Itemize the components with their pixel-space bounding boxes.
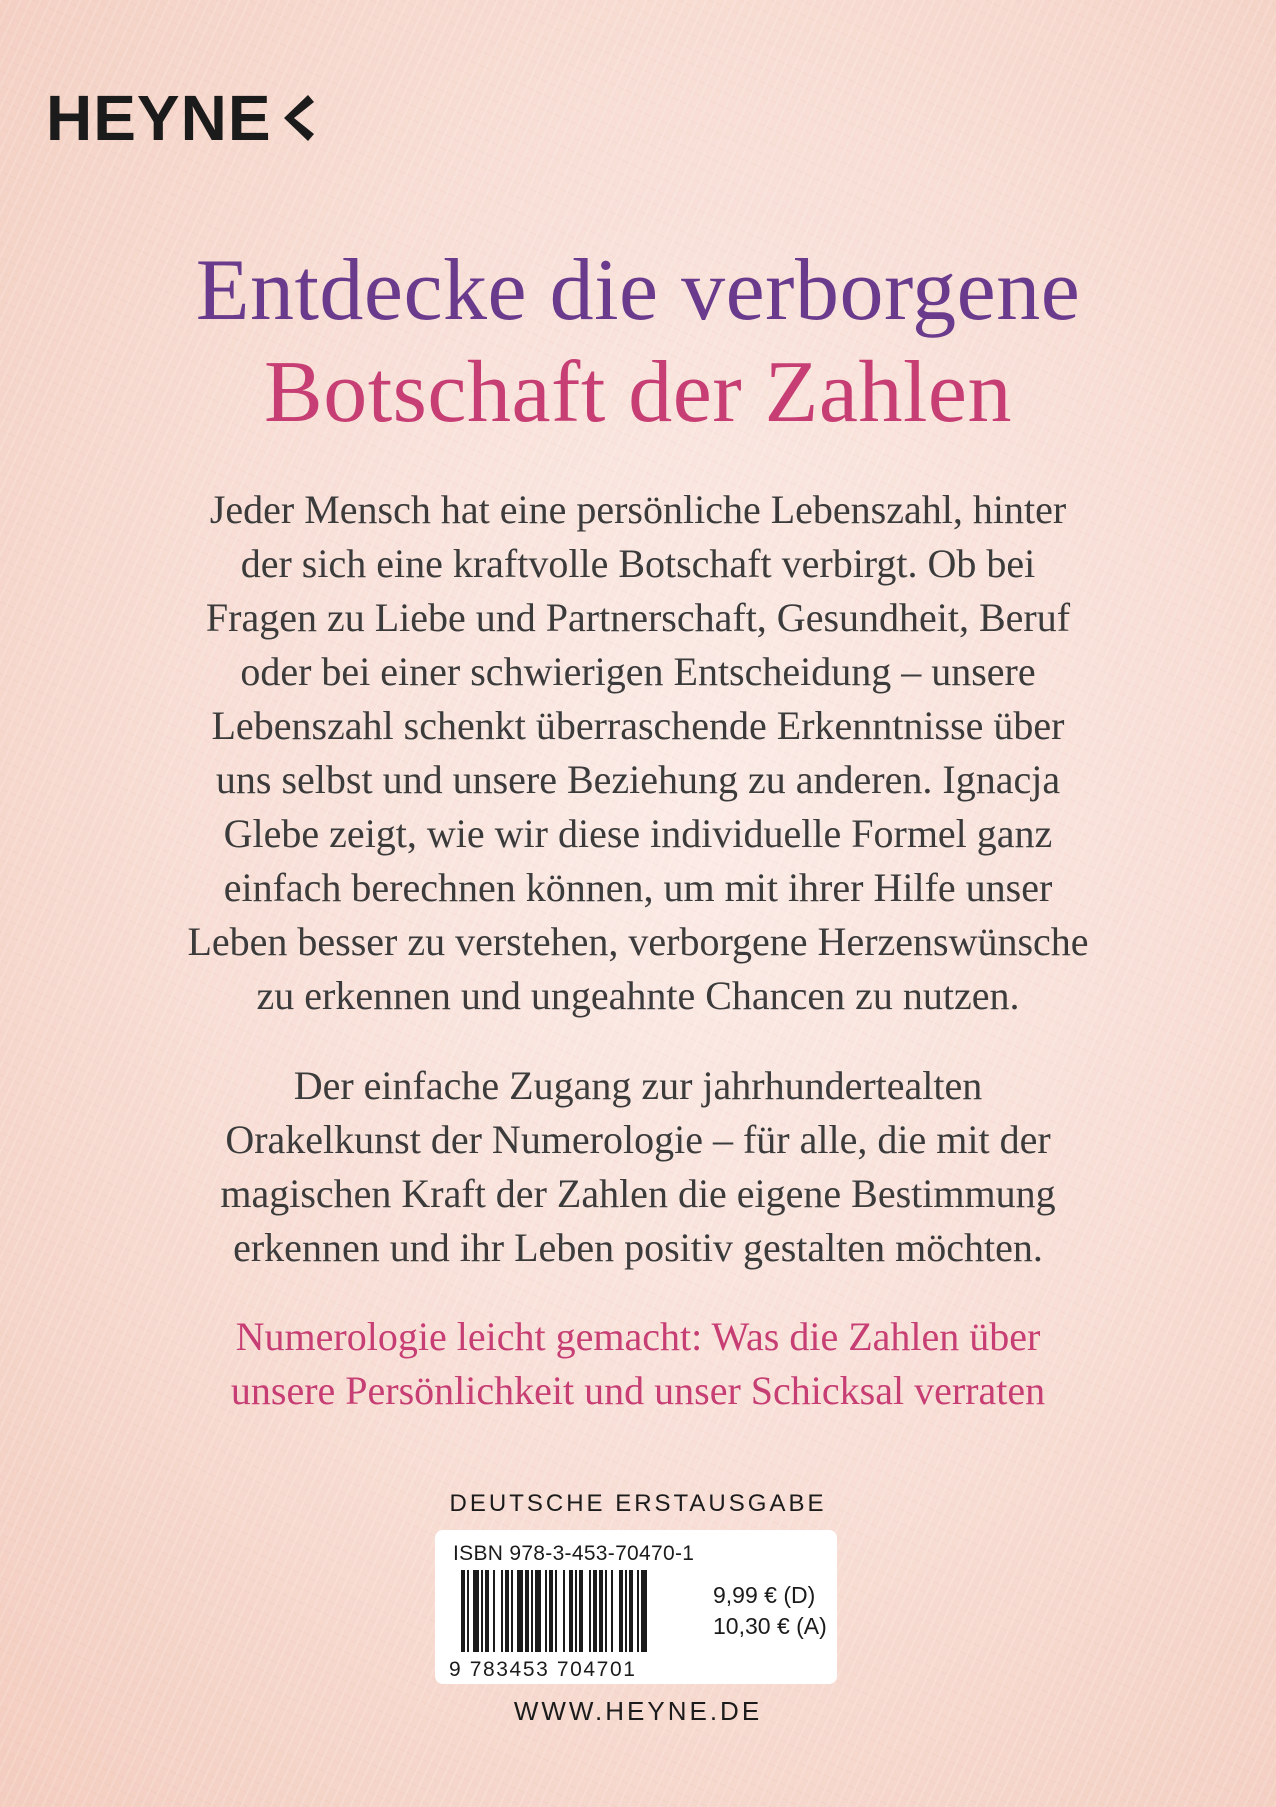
- blurb-line: Jeder Mensch hat eine persönliche Lebenszahl, hinter: [209, 487, 1067, 532]
- blurb-line: Orakelkunst der Numerologie – für alle, die mit der: [225, 1117, 1051, 1162]
- headline: [0, 240, 1276, 444]
- barcode-bar: [549, 1570, 553, 1652]
- isbn-number: ISBN 978-3-453-70470-1: [453, 1542, 695, 1565]
- price-germany: 9,99 € (D): [713, 1582, 816, 1608]
- barcode-bar: [525, 1570, 529, 1652]
- blurb-line: einfach berechnen können, um mit ihrer Hilfe unser: [223, 865, 1053, 910]
- barcode-bar: [575, 1570, 577, 1652]
- barcode-bar: [505, 1570, 509, 1652]
- barcode-bar: [619, 1570, 623, 1652]
- barcode-bar: [593, 1570, 597, 1652]
- headline-line-1: Entdecke die verborgene: [195, 242, 1081, 339]
- barcode-bar: [511, 1570, 513, 1652]
- barcode-bar: [637, 1570, 639, 1652]
- headline-line-2: Botschaft der Zahlen: [264, 344, 1012, 441]
- blurb-line: der sich eine kraftvolle Botschaft verbirgt. Ob bei: [240, 541, 1036, 586]
- publisher-logo: [46, 82, 314, 154]
- barcode-bar: [485, 1570, 489, 1652]
- barcode-bar: [531, 1570, 533, 1652]
- blurb-line: Glebe zeigt, wie wir diese individuelle Formel ganz: [223, 811, 1053, 856]
- barcode-panel: [435, 1530, 837, 1684]
- blurb-line: oder bei einer schwierigen Entscheidung – unsere: [240, 649, 1036, 694]
- publisher-website: WWW.HEYNE.DE: [513, 1696, 763, 1726]
- price-austria: 10,30 € (A): [713, 1613, 827, 1639]
- barcode-bar: [535, 1570, 541, 1652]
- barcode-digits: 9 783453 704701: [449, 1658, 637, 1680]
- publisher-logo-text: HEYNE: [46, 82, 272, 154]
- barcode-bar: [563, 1570, 565, 1652]
- barcode-bar: [625, 1570, 627, 1652]
- barcode-bar: [467, 1570, 469, 1652]
- blurb-paragraph-1: [100, 483, 1176, 1023]
- blurb-line: Fragen zu Liebe und Partnerschaft, Gesundheit, Beruf: [205, 595, 1071, 640]
- price-block: [713, 1580, 827, 1642]
- barcode-bar: [473, 1570, 479, 1652]
- barcode-bar: [629, 1570, 633, 1652]
- blurb-line: magischen Kraft der Zahlen die eigene Bestimmung: [220, 1171, 1056, 1216]
- blurb-line: uns selbst und unsere Beziehung zu anderen. Ignacja: [215, 757, 1061, 802]
- tagline-line: Numerologie leicht gemacht: Was die Zahlen über: [235, 1314, 1041, 1359]
- barcode-bar: [569, 1570, 573, 1652]
- tagline-line: unsere Persönlichkeit und unser Schicksal verraten: [230, 1368, 1046, 1413]
- blurb-line: zu erkennen und ungeahnte Chancen zu nutzen.: [256, 973, 1020, 1018]
- blurb-line: Der einfache Zugang zur jahrhundertealten: [293, 1063, 983, 1108]
- barcode-bar: [599, 1570, 603, 1652]
- blurb-line: Leben besser zu verstehen, verborgene Herzenswünsche: [187, 919, 1089, 964]
- barcode-bar: [579, 1570, 583, 1652]
- barcode-bar: [555, 1570, 557, 1652]
- barcode-graphic: [449, 1570, 699, 1680]
- chevron-left-icon: [278, 93, 314, 143]
- barcode-bar: [517, 1570, 523, 1652]
- barcode-bar: [481, 1570, 483, 1652]
- edition-label: DEUTSCHE ERSTAUSGABE: [449, 1490, 827, 1517]
- barcode-bar: [501, 1570, 503, 1652]
- barcode-bar: [605, 1570, 607, 1652]
- tagline: [100, 1310, 1176, 1418]
- barcode-bar: [493, 1570, 495, 1652]
- barcode-bar: [545, 1570, 547, 1652]
- blurb-paragraph-2: [100, 1059, 1176, 1275]
- blurb-line: Lebenszahl schenkt überraschende Erkenntnisse über: [211, 703, 1065, 748]
- barcode-bar: [641, 1570, 647, 1652]
- barcode-bar: [589, 1570, 591, 1652]
- barcode-bar: [611, 1570, 613, 1652]
- blurb-line: erkennen und ihr Leben positiv gestalten möchten.: [233, 1225, 1043, 1270]
- barcode-bar: [461, 1570, 465, 1652]
